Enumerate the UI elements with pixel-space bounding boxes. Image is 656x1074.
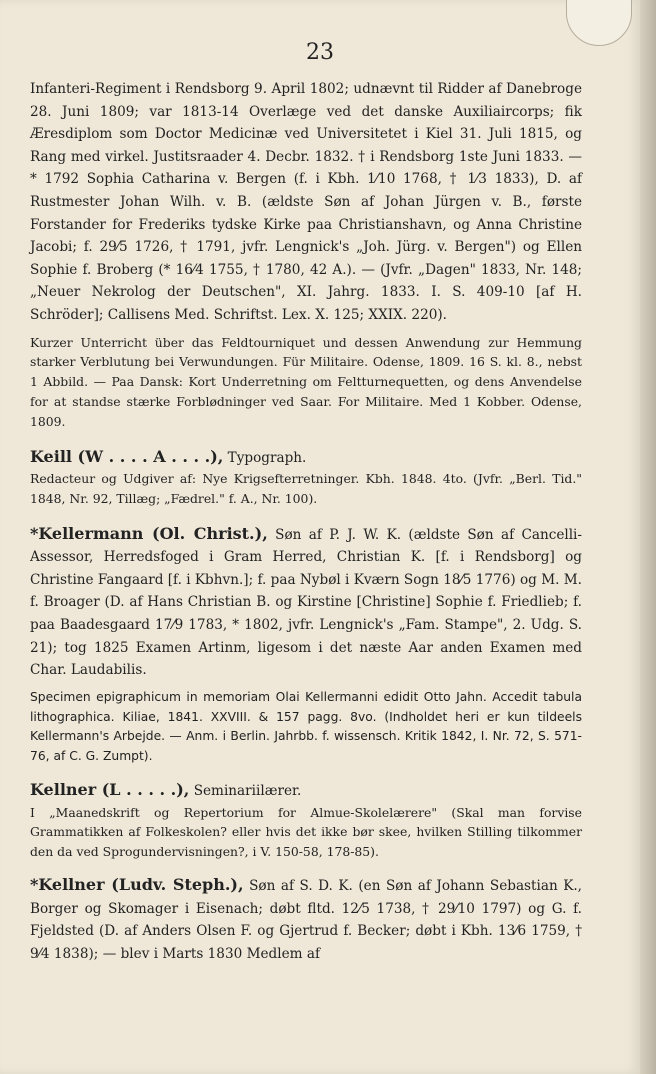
publication-entry: Kurzer Unterricht über das Feldtourniquet und dessen Anwendung zur Hemmung starker Verblutung bei Verwundungen. Für Militaire. Odense, 1809. 16 S. kl. 8., nebst 1 Abbild. — Paa Dansk: Kort Underretning om Feltturnequetten, og dens Anvendelse for at standse stærke Forblødninger ved Saar. For Militaire. Med 1 Kobber. Odense, 1809. — [30, 334, 582, 429]
entry-subtext: Redacteur og Udgiver af: Nye Krigsefterretninger. Kbh. 1848. 4to. (Jvfr. „Berl. Tid." 1848, Nr. 92, Tillæg; „Fædrel." f. A., Nr. 100). — [30, 471, 582, 506]
entry-heading: *Kellermann (Ol. Christ.), — [30, 523, 268, 543]
entry-heading: *Kellner (Ludv. Steph.), — [30, 875, 244, 895]
entry-subtext: I „Maanedskrift og Repertorium for Almue-Skolelærere" (Skal man forvise Grammatikken af Folkeskolen? eller hvis det ikke bør skee, hvilken Stilling tilkommer den da ved Sprogundervisningen?, i V. 150-58, 178-85). — [30, 804, 582, 860]
entry-kellermann — [30, 523, 582, 682]
entry-text: Søn af S. D. K. (en Søn af Johann Sebastian K., Borger og Skomager i Eisenach; døbt fltd. 12⁄5 1738, † 29⁄10 1797) og G. f. Fjeldsted (D. af Anders Olsen F. og Gjertrud f. Becker; døbt i Kbh. 13⁄6 1759, † 9⁄4 1838); — blev i Marts 1830 Medlem af — [30, 878, 583, 962]
page-content — [30, 78, 582, 965]
entry-heading: Keill (W . . . . A . . . .), — [30, 446, 224, 466]
publication-entry: Specimen epigraphicum in memoriam Olai Kellermanni edidit Otto Jahn. Accedit tabula lithographica. Kiliae, 1841. XXVIII. & 157 pagg. 8vo. (Indholdet heri er kun tildeels Kellermann's Arbejde. — Anm. i Berlin. Jahrbb. f. wissensch. Kritik 1842, I. Nr. 72, S. 571-76, af C. G. Zumpt). — [30, 689, 582, 764]
entry-kellner-ludv — [30, 874, 582, 965]
entry-continuation: Infanteri-Regiment i Rendsborg 9. April 1802; udnævnt til Ridder af Danebroge 28. Juni 1809; var 1813-14 Overlæge ved det danske Auxiliaircorps; fik Æresdiplom som Doctor Medicinæ ved Universitetet i Kiel 31. Juli 1815, og Rang med virkel. Justitsraader 4. Decbr. 1832. † i Rendsborg 1ste Juni 1833. — * 1792 Sophia Catharina v. Bergen (f. i Kbh. 1⁄10 1768, † 1⁄3 1833), D. af Rustmester Johan Wilh. v. B. (ældste Søn af Johan Jürgen v. B., første Forstander for Frederiks tydske Kirke paa Christianshavn, og Anna Christine Jacobi; f. 29⁄5 1726, † 1791, jvfr. Lengnick's „Joh. Jürg. v. Bergen") og Ellen Sophie f. Broberg (* 16⁄4 1755, † 1780, 42 A.). — (Jvfr. „Dagen" 1833, Nr. 148; „Neuer Nekrolog der Deutschen", XI. Jahrg. 1833. I. S. 409-10 [af H. Schröder]; Callisens Med. Schriftst. Lex. X. 125; XXIX. 220). — [30, 81, 582, 323]
entry-kellner-l — [30, 779, 582, 803]
entry-keill — [30, 446, 582, 470]
page-edge — [640, 0, 656, 1074]
entry-text: Søn af P. J. W. K. (ældste Søn af Cancelli-Assessor, Herredsfoged i Gram Herred, Christian K. [f. i Rendsborg] og Christine Fangaard [f. i Kbhvn.]; f. paa Nybøl i Kværn Sogn 18⁄5 1776) og M. M. f. Broager (D. af Hans Christian B. og Kirstine [Christine] Sophie f. Friedlieb; f. paa Baadesgaard 17⁄9 1783, * 1802, jvfr. Lengnick's „Fam. Stampe", 2. Udg. S. 21); tog 1825 Examen Artinm, ligesom i det næste Aar anden Examen med Char. Laudabilis. — [30, 526, 582, 679]
page-number: 23 — [306, 40, 334, 65]
entry-heading: Kellner (L . . . . .), — [30, 780, 190, 800]
entry-text: Seminariilærer. — [193, 783, 302, 800]
entry-text: Typograph. — [227, 449, 307, 466]
